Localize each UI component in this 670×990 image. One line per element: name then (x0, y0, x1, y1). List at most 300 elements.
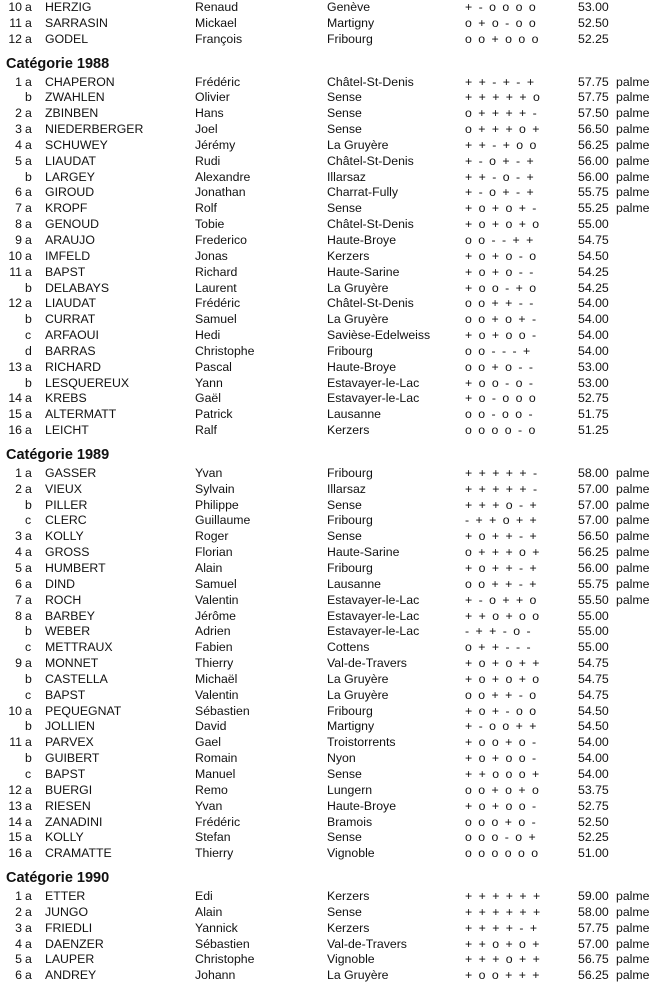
tie-letter: a (25, 153, 32, 168)
rank: 12 (8, 31, 22, 46)
club: Val-de-Travers (327, 936, 407, 951)
club: Kerzers (327, 889, 370, 904)
first-name: Yannick (195, 920, 238, 935)
result-row (0, 937, 670, 953)
marks: + + o + o + (465, 936, 541, 951)
club: Fribourg (327, 343, 373, 358)
score: 54.50 (578, 248, 609, 263)
last-name: ALTERMATT (45, 407, 117, 422)
score: 55.00 (578, 640, 609, 655)
result-row (0, 719, 670, 735)
last-name: ZWAHLEN (45, 90, 105, 105)
club: Châtel-St-Denis (327, 296, 414, 311)
club: Sense (327, 830, 362, 845)
marks: o o - o o - (465, 407, 535, 422)
tie-letter: a (25, 423, 32, 438)
club: Kerzers (327, 423, 370, 438)
club: La Gruyère (327, 312, 389, 327)
first-name: Valentin (195, 592, 239, 607)
marks: o o + + - - (465, 296, 535, 311)
result-row (0, 593, 670, 609)
first-name: Manuel (195, 766, 236, 781)
rank: 9 (15, 656, 22, 671)
first-name: Gael (195, 735, 221, 750)
tie-letter: a (25, 296, 32, 311)
last-name: CRAMATTE (45, 846, 112, 861)
first-name: Valentin (195, 687, 239, 702)
club: Fribourg (327, 703, 373, 718)
club: La Gruyère (327, 687, 389, 702)
club: Estavayer-le-Lac (327, 375, 420, 390)
first-name: Samuel (195, 576, 237, 591)
club: Cottens (327, 640, 370, 655)
score: 56.25 (578, 545, 609, 560)
last-name: DAENZER (45, 936, 104, 951)
club: Sense (327, 497, 362, 512)
palme-label: palme (616, 497, 650, 512)
first-name: Jonathan (195, 185, 246, 200)
first-name: Patrick (195, 407, 233, 422)
rank: 1 (15, 889, 22, 904)
result-row (0, 704, 670, 720)
first-name: François (195, 31, 243, 46)
tie-letter: a (25, 122, 32, 137)
last-name: KREBS (45, 391, 87, 406)
tie-letter: d (25, 343, 32, 358)
tie-letter: a (25, 952, 32, 967)
club: Haute-Sarine (327, 545, 400, 560)
first-name: Philippe (195, 497, 239, 512)
rank: 2 (15, 481, 22, 496)
score: 58.00 (578, 465, 609, 480)
marks: + + o o o + (465, 766, 541, 781)
marks: + - o o + + (465, 719, 538, 734)
last-name: PEQUEGNAT (45, 703, 122, 718)
club: Fribourg (327, 561, 373, 575)
result-row (0, 545, 670, 561)
club: Sense (327, 201, 362, 216)
result-row (0, 672, 670, 688)
tie-letter: a (25, 185, 32, 200)
club: Sense (327, 766, 362, 781)
tie-letter: a (25, 703, 32, 718)
last-name: KOLLY (45, 830, 84, 845)
first-name: Michaël (195, 671, 238, 686)
last-name: LEICHT (45, 423, 89, 438)
rank: 8 (15, 608, 22, 623)
club: Châtel-St-Denis (327, 153, 414, 168)
marks: + o o + o - (465, 735, 538, 750)
tie-letter: a (25, 248, 32, 263)
result-row (0, 783, 670, 799)
club: Nyon (327, 751, 356, 766)
tie-letter: b (25, 312, 32, 327)
marks: + - o + - + (465, 185, 536, 200)
marks: + + + + + + (465, 889, 542, 904)
result-row (0, 154, 670, 170)
rank: 4 (15, 936, 22, 951)
score: 54.75 (578, 687, 609, 702)
club: Sense (327, 106, 362, 121)
club: La Gruyère (327, 280, 389, 295)
score: 54.25 (578, 280, 609, 295)
last-name: RIESEN (45, 798, 91, 813)
marks: + + + + + - (465, 481, 539, 496)
palme-label: palme (616, 106, 650, 121)
score: 57.50 (578, 106, 609, 121)
result-row (0, 688, 670, 704)
rank: 15 (8, 830, 22, 845)
first-name: Tobie (195, 217, 225, 232)
score: 53.00 (578, 0, 609, 14)
tie-letter: a (25, 15, 32, 30)
club: Sense (327, 904, 362, 919)
tie-letter: b (25, 624, 32, 639)
last-name: WEBER (45, 624, 91, 639)
marks: + + + + + - (465, 465, 539, 480)
rank: 4 (15, 545, 22, 560)
result-row (0, 513, 670, 529)
last-name: HUMBERT (45, 561, 106, 575)
rank: 10 (8, 703, 22, 718)
marks: + o o + + + (465, 968, 541, 983)
last-name: GROSS (45, 545, 90, 560)
score: 56.00 (578, 169, 609, 184)
first-name: Yvan (195, 465, 223, 480)
result-row (0, 312, 670, 328)
result-row (0, 233, 670, 249)
last-name: JOLLIEN (45, 719, 95, 734)
result-row (0, 624, 670, 640)
marks: + o + o + o (465, 671, 541, 686)
score: 55.00 (578, 217, 609, 232)
category-heading: Catégorie 1990 (6, 870, 110, 887)
result-row (0, 735, 670, 751)
club: Illarsaz (327, 169, 366, 184)
score: 52.50 (578, 15, 609, 30)
last-name: LESQUEREUX (45, 375, 130, 390)
rank: 10 (8, 0, 22, 14)
tie-letter: a (25, 217, 32, 232)
score: 54.25 (578, 264, 609, 279)
score: 54.50 (578, 719, 609, 734)
tie-letter: b (25, 719, 32, 734)
result-row (0, 968, 670, 984)
marks: + o o - + o (465, 280, 538, 295)
marks: o + + + o + (465, 122, 541, 137)
first-name: Alain (195, 561, 223, 575)
result-row (0, 407, 670, 423)
last-name: NIEDERBERGER (45, 122, 144, 137)
last-name: IMFELD (45, 248, 91, 263)
last-name: CLERC (45, 513, 87, 528)
club: Vignoble (327, 846, 375, 861)
club: Lausanne (327, 576, 382, 591)
first-name: David (195, 719, 227, 734)
last-name: ARFAOUI (45, 328, 99, 343)
score: 53.00 (578, 375, 609, 390)
marks: - + + - o - (465, 624, 533, 639)
last-name: CASTELLA (45, 671, 108, 686)
first-name: Frédéric (195, 296, 241, 311)
result-row (0, 265, 670, 281)
marks: + + - + - + (465, 74, 536, 89)
tie-letter: a (25, 920, 32, 935)
score: 55.75 (578, 185, 609, 200)
score: 57.00 (578, 513, 609, 528)
first-name: Sylvain (195, 481, 235, 496)
club: Fribourg (327, 513, 373, 528)
last-name: ZBINBEN (45, 106, 99, 121)
club: Sense (327, 529, 362, 544)
first-name: Jonas (195, 248, 228, 263)
rank: 16 (8, 846, 22, 861)
marks: + o + o - o (465, 248, 538, 263)
tie-letter: a (25, 74, 32, 89)
club: Haute-Broye (327, 798, 397, 813)
marks: o o + + - + (465, 576, 538, 591)
last-name: PILLER (45, 497, 88, 512)
result-row (0, 201, 670, 217)
club: Troistorrents (327, 735, 396, 750)
rank: 16 (8, 423, 22, 438)
tie-letter: a (25, 106, 32, 121)
tie-letter: a (25, 391, 32, 406)
rank: 6 (15, 185, 22, 200)
marks: o o + o - - (465, 359, 535, 374)
tie-letter: a (25, 264, 32, 279)
result-row (0, 656, 670, 672)
last-name: DELABAYS (45, 280, 110, 295)
rank: 2 (15, 106, 22, 121)
club: Châtel-St-Denis (327, 217, 414, 232)
rank: 2 (15, 904, 22, 919)
first-name: Jérôme (195, 608, 237, 623)
last-name: BARBEY (45, 608, 95, 623)
club: Fribourg (327, 465, 373, 480)
rank: 12 (8, 782, 22, 797)
tie-letter: a (25, 545, 32, 560)
tie-letter: b (25, 169, 32, 184)
tie-letter: a (25, 529, 32, 544)
last-name: KOLLY (45, 529, 84, 544)
last-name: LARGEY (45, 169, 95, 184)
marks: + + + + + + (465, 904, 542, 919)
result-row (0, 344, 670, 360)
result-row (0, 122, 670, 138)
result-row (0, 905, 670, 921)
first-name: Thierry (195, 656, 234, 671)
club: Val-de-Travers (327, 656, 407, 671)
last-name: ROCH (45, 592, 82, 607)
club: Haute-Broye (327, 359, 397, 374)
last-name: BAPST (45, 264, 86, 279)
tie-letter: c (25, 513, 32, 528)
first-name: Fabien (195, 640, 233, 655)
score: 55.50 (578, 592, 609, 607)
club: Kerzers (327, 248, 370, 263)
last-name: LIAUDAT (45, 153, 97, 168)
result-row (0, 16, 670, 32)
first-name: Romain (195, 751, 238, 766)
palme-label: palme (616, 920, 650, 935)
first-name: Sébastien (195, 703, 250, 718)
score: 54.00 (578, 343, 609, 358)
score: 54.00 (578, 312, 609, 327)
palme-label: palme (616, 201, 650, 216)
last-name: VIEUX (45, 481, 82, 496)
last-name: BUERGI (45, 782, 93, 797)
club: Martigny (327, 15, 375, 30)
first-name: Frederico (195, 232, 247, 247)
palme-label: palme (616, 481, 650, 496)
first-name: Jérémy (195, 137, 236, 152)
club: Lungern (327, 782, 373, 797)
result-row (0, 281, 670, 297)
score: 52.25 (578, 830, 609, 845)
score: 55.00 (578, 624, 609, 639)
result-row (0, 498, 670, 514)
tie-letter: a (25, 137, 32, 152)
rank: 5 (15, 561, 22, 575)
result-row (0, 466, 670, 482)
marks: + o + + - + (465, 561, 539, 575)
score: 52.50 (578, 814, 609, 829)
palme-label: palme (616, 529, 650, 544)
first-name: Christophe (195, 343, 255, 358)
palme-label: palme (616, 592, 650, 607)
score: 54.00 (578, 751, 609, 766)
first-name: Frédéric (195, 814, 241, 829)
result-row (0, 799, 670, 815)
marks: + + + o + + (465, 952, 542, 967)
palme-label: palme (616, 169, 650, 184)
club: Illarsaz (327, 481, 366, 496)
marks: + + + + + o (465, 90, 542, 105)
score: 54.00 (578, 766, 609, 781)
marks: + o - o o o (465, 391, 538, 406)
score: 54.75 (578, 656, 609, 671)
club: Charrat-Fully (327, 185, 399, 200)
tie-letter: a (25, 407, 32, 422)
result-row (0, 640, 670, 656)
tie-letter: a (25, 561, 32, 575)
score: 56.25 (578, 137, 609, 152)
tie-letter: a (25, 31, 32, 46)
tie-letter: a (25, 576, 32, 591)
tie-letter: b (25, 90, 32, 105)
club: Bramois (327, 814, 373, 829)
marks: + + + o - + (465, 497, 539, 512)
result-row (0, 328, 670, 344)
rank: 5 (15, 153, 22, 168)
rank: 11 (9, 735, 22, 750)
first-name: Frédéric (195, 74, 241, 89)
club: Fribourg (327, 31, 373, 46)
last-name: SCHUWEY (45, 137, 108, 152)
first-name: Laurent (195, 280, 237, 295)
tie-letter: a (25, 201, 32, 216)
marks: + + + + - + (465, 920, 539, 935)
score: 56.25 (578, 968, 609, 983)
marks: o o + o + - (465, 312, 538, 327)
tie-letter: a (25, 359, 32, 374)
first-name: Yann (195, 375, 223, 390)
tie-letter: a (25, 798, 32, 813)
score: 55.25 (578, 201, 609, 216)
last-name: SARRASIN (45, 15, 108, 30)
score: 54.00 (578, 328, 609, 343)
club: Sense (327, 90, 362, 105)
last-name: BAPST (45, 766, 86, 781)
marks: + o + o o - (465, 751, 538, 766)
first-name: Florian (195, 545, 233, 560)
score: 52.25 (578, 31, 609, 46)
marks: + o o - o - (465, 375, 535, 390)
last-name: FRIEDLI (45, 920, 93, 935)
rank: 6 (15, 968, 22, 983)
result-row (0, 482, 670, 498)
club: Haute-Sarine (327, 264, 400, 279)
last-name: ARAUJO (45, 232, 95, 247)
last-name: GUIBERT (45, 751, 100, 766)
first-name: Gaël (195, 391, 221, 406)
first-name: Thierry (195, 846, 234, 861)
palme-label: palme (616, 465, 650, 480)
club: Estavayer-le-Lac (327, 391, 420, 406)
marks: + - o + - + (465, 153, 536, 168)
last-name: GODEL (45, 31, 89, 46)
rank: 3 (15, 529, 22, 544)
result-row (0, 952, 670, 968)
marks: + o + + - + (465, 529, 539, 544)
rank: 3 (15, 920, 22, 935)
result-row (0, 830, 670, 846)
score: 53.00 (578, 359, 609, 374)
first-name: Alexandre (195, 169, 251, 184)
score: 54.50 (578, 703, 609, 718)
first-name: Samuel (195, 312, 237, 327)
tie-letter: a (25, 846, 32, 861)
rank: 8 (15, 217, 22, 232)
score: 54.75 (578, 232, 609, 247)
marks: + o + o o - (465, 328, 538, 343)
score: 55.75 (578, 576, 609, 591)
last-name: ZANADINI (45, 814, 103, 829)
result-row (0, 529, 670, 545)
score: 56.00 (578, 561, 609, 575)
palme-label: palme (616, 122, 650, 137)
last-name: LAUPER (45, 952, 95, 967)
marks: + o + o + + (465, 656, 541, 671)
last-name: PARVEX (45, 735, 94, 750)
rank: 9 (15, 232, 22, 247)
score: 56.00 (578, 153, 609, 168)
result-row (0, 360, 670, 376)
first-name: Guillaume (195, 513, 251, 528)
first-name: Renaud (195, 0, 239, 14)
score: 54.00 (578, 735, 609, 750)
result-row (0, 32, 670, 48)
marks: + - o o o o (465, 0, 538, 14)
first-name: Remo (195, 782, 228, 797)
score: 56.50 (578, 122, 609, 137)
tie-letter: a (25, 465, 32, 480)
score: 51.00 (578, 846, 609, 861)
palme-label: palme (616, 968, 650, 983)
palme-label: palme (616, 185, 650, 200)
club: La Gruyère (327, 671, 389, 686)
